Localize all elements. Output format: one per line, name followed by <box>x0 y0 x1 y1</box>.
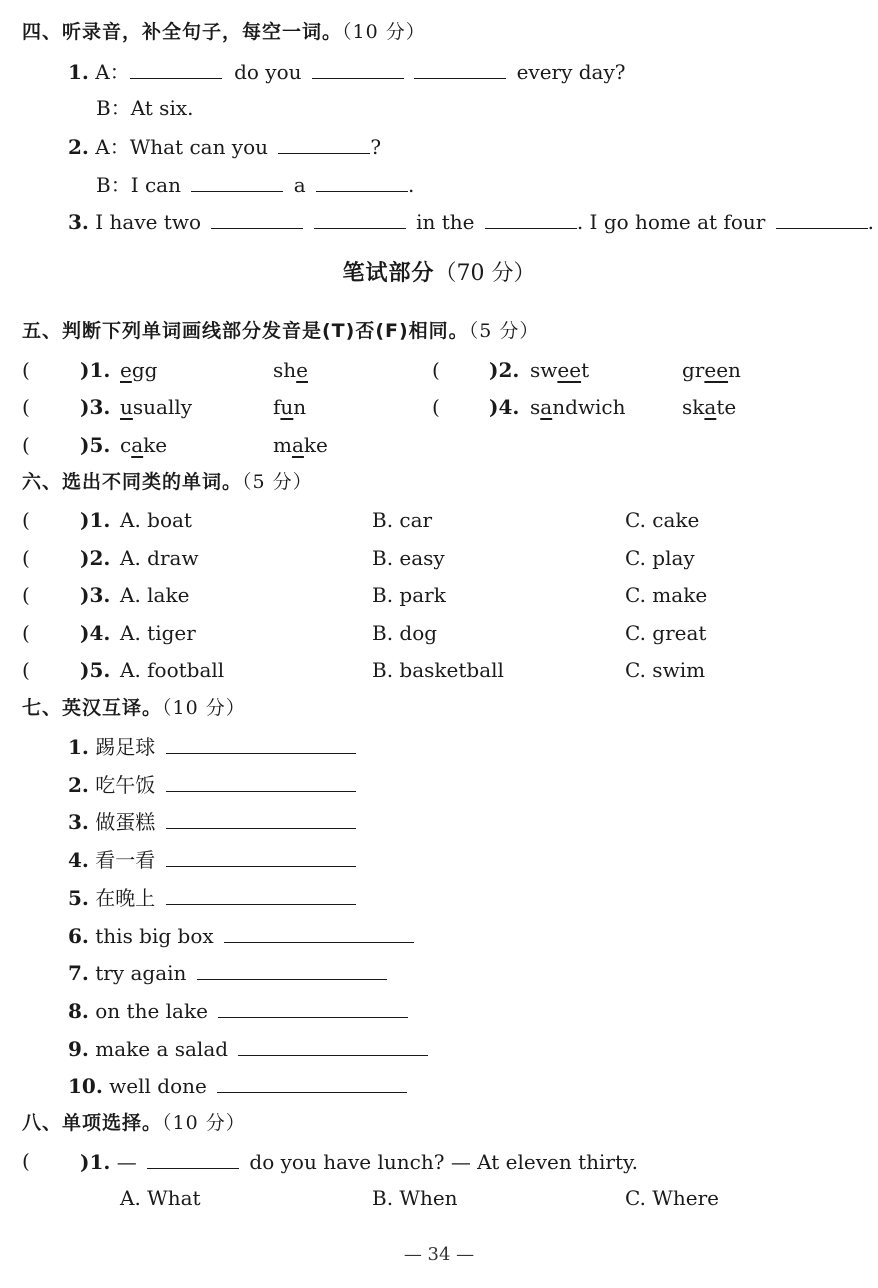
section-5-header <box>22 318 539 344</box>
written-part-title <box>0 259 878 289</box>
sentence-text: . <box>867 210 875 234</box>
answer-blank[interactable] <box>211 208 303 229</box>
answer-paren[interactable]: ( <box>22 358 30 382</box>
word-1: usually <box>120 395 193 419</box>
answer-paren[interactable]: ( <box>22 395 30 419</box>
option-c[interactable]: C. cake <box>625 508 700 532</box>
section-5-points: （5 分） <box>468 320 540 342</box>
translate-item: 3. 做蛋糕 <box>68 808 356 835</box>
word-2: fun <box>273 395 307 419</box>
question-number: )3. <box>80 583 111 607</box>
question-number: )4. <box>489 395 520 419</box>
answer-paren[interactable]: ( <box>22 546 30 570</box>
word-1: sweet <box>530 358 590 382</box>
answer-blank[interactable] <box>776 208 868 229</box>
section-5-title: 五、判断下列单词画线部分发音是(T)否(F)相同。 <box>22 320 469 342</box>
sentence-text: do you <box>234 60 302 84</box>
section-7-title: 七、英汉互译。 <box>22 697 163 719</box>
sentence-text: B：I can <box>96 173 181 197</box>
question-number: )1. <box>80 1150 111 1174</box>
translate-item: 6. this big box <box>68 922 414 949</box>
dash: — <box>116 1150 137 1174</box>
translate-item: 8. on the lake <box>68 997 408 1024</box>
question-number: )2. <box>489 358 520 382</box>
answer-blank[interactable] <box>224 922 414 943</box>
answer-paren[interactable]: ( <box>22 583 30 607</box>
option-b[interactable]: B. basketball <box>372 658 504 682</box>
question-number: )4. <box>80 621 111 645</box>
question-number: 2. <box>68 135 89 159</box>
question-number: 3. <box>68 210 89 234</box>
word-1: sandwich <box>530 395 626 419</box>
option-b[interactable]: B. car <box>372 508 433 532</box>
written-points: （70 分） <box>434 261 536 286</box>
option-c[interactable]: C. make <box>625 583 708 607</box>
word-2: skate <box>682 395 737 419</box>
s4-q1-line-b: B：At six. <box>96 96 194 120</box>
section-4-header <box>22 19 426 45</box>
answer-paren[interactable]: ( <box>22 508 30 532</box>
s8-q1-stem <box>80 1148 638 1175</box>
sentence-text: ? <box>370 135 382 159</box>
answer-blank[interactable] <box>314 208 406 229</box>
section-7-points: （10 分） <box>162 697 246 719</box>
word-2: green <box>682 358 741 382</box>
question-number: )5. <box>80 658 111 682</box>
answer-blank[interactable] <box>312 58 404 79</box>
translate-item: 1. 踢足球 <box>68 733 356 760</box>
answer-blank[interactable] <box>197 959 387 980</box>
sentence-text: I have two <box>95 210 202 234</box>
section-6-header <box>22 469 313 495</box>
sentence-text: every day? <box>516 60 626 84</box>
question-number: )3. <box>80 395 111 419</box>
sentence-text: . <box>407 173 415 197</box>
section-4-points: （10 分） <box>342 21 426 43</box>
translate-item: 7. try again <box>68 959 387 986</box>
section-8-title: 八、单项选择。 <box>22 1112 163 1134</box>
option-b[interactable]: B. park <box>372 583 446 607</box>
option-b[interactable]: B. When <box>372 1186 458 1210</box>
translate-item: 2. 吃午饭 <box>68 771 356 798</box>
answer-blank[interactable] <box>166 846 356 867</box>
option-c[interactable]: C. swim <box>625 658 706 682</box>
translate-item: 4. 看一看 <box>68 846 356 873</box>
option-a[interactable]: A. draw <box>120 546 199 570</box>
answer-blank[interactable] <box>166 733 356 754</box>
answer-blank[interactable] <box>130 58 222 79</box>
answer-blank[interactable] <box>217 1072 407 1093</box>
translate-item: 10. well done <box>68 1072 407 1099</box>
answer-blank[interactable] <box>414 58 506 79</box>
answer-paren[interactable]: ( <box>22 433 30 457</box>
option-a[interactable]: A. What <box>120 1186 201 1210</box>
word-1: cake <box>120 433 168 457</box>
translate-item: 9. make a salad <box>68 1035 428 1062</box>
answer-blank[interactable] <box>278 133 370 154</box>
sentence-text: A：What can you <box>95 135 269 159</box>
section-4-title: 四、听录音，补全句子，每空一词。 <box>22 21 343 43</box>
word-2: she <box>273 358 308 382</box>
sentence-text: in the <box>416 210 475 234</box>
word-1: egg <box>120 358 158 382</box>
answer-blank[interactable] <box>238 1035 428 1056</box>
answer-blank[interactable] <box>218 997 408 1018</box>
answer-blank[interactable] <box>166 771 356 792</box>
translate-item: 5. 在晚上 <box>68 884 356 911</box>
section-6-title: 六、选出不同类的单词。 <box>22 471 243 493</box>
option-a[interactable]: A. boat <box>120 508 192 532</box>
section-7-header <box>22 695 246 721</box>
speaker-a-label: A： <box>95 60 130 84</box>
section-6-points: （5 分） <box>242 471 313 493</box>
section-8-points: （10 分） <box>162 1112 246 1134</box>
option-a[interactable]: A. tiger <box>120 621 196 645</box>
sentence-text: do you have lunch? — At eleven thirty. <box>249 1150 639 1174</box>
s4-q1-line-a <box>68 58 626 85</box>
sentence-text: a <box>293 173 306 197</box>
option-a[interactable]: A. lake <box>120 583 190 607</box>
section-8-header <box>22 1110 246 1136</box>
answer-blank[interactable] <box>191 171 283 192</box>
answer-paren[interactable]: ( <box>22 1149 30 1173</box>
page-number: — 34 — <box>403 1244 475 1265</box>
question-number: 1. <box>68 60 89 84</box>
answer-blank[interactable] <box>316 171 408 192</box>
question-number: )5. <box>80 433 111 457</box>
option-b[interactable]: B. dog <box>372 621 438 645</box>
s4-q3-line <box>68 208 874 235</box>
question-number: )2. <box>80 546 111 570</box>
answer-paren[interactable]: ( <box>432 395 440 419</box>
option-b[interactable]: B. easy <box>372 546 445 570</box>
word-2: make <box>273 433 328 457</box>
s4-q2-line-b <box>96 171 414 198</box>
answer-blank[interactable] <box>166 884 356 905</box>
question-number: )1. <box>80 358 111 382</box>
option-a[interactable]: A. football <box>120 658 225 682</box>
answer-paren[interactable]: ( <box>22 621 30 645</box>
answer-paren[interactable]: ( <box>432 358 440 382</box>
option-c[interactable]: C. great <box>625 621 707 645</box>
sentence-text: . I go home at four <box>576 210 766 234</box>
answer-paren[interactable]: ( <box>22 658 30 682</box>
option-c[interactable]: C. play <box>625 546 695 570</box>
question-number: )1. <box>80 508 111 532</box>
answer-blank[interactable] <box>485 208 577 229</box>
s4-q2-line-a <box>68 133 381 160</box>
answer-blank[interactable] <box>147 1148 239 1169</box>
written-title-text: 笔试部分 <box>342 261 435 286</box>
option-c[interactable]: C. Where <box>625 1186 719 1210</box>
answer-blank[interactable] <box>166 808 356 829</box>
